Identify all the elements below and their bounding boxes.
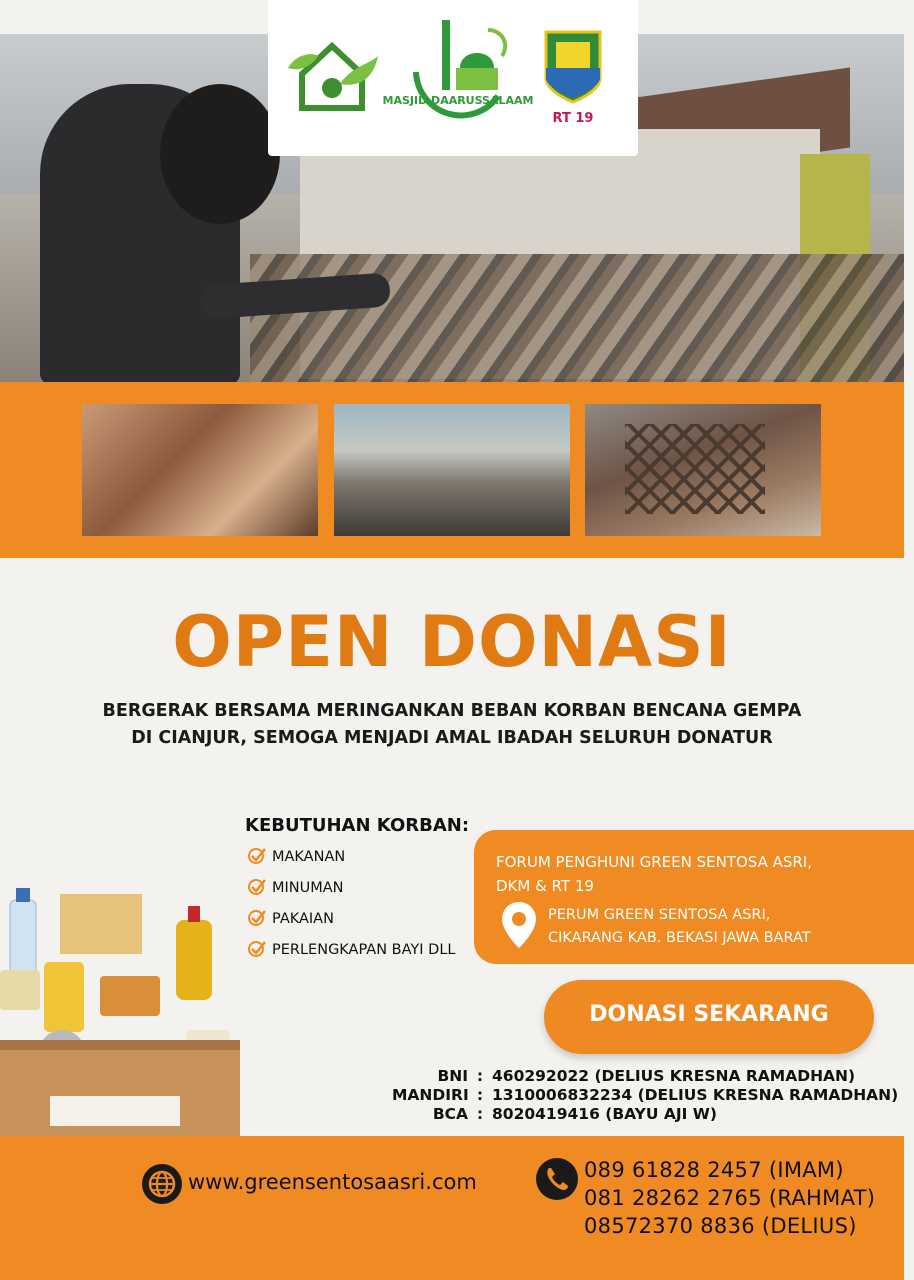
- bank-row: MANDIRI : 1310006832234 (DELIUS KRESNA RAMADHAN): [392, 1086, 899, 1104]
- phone-icon: [536, 1158, 578, 1200]
- forum-logo: [282, 26, 382, 122]
- need-item: [248, 877, 344, 899]
- page-title: OPEN DONASI: [172, 601, 732, 683]
- organizer-card: [474, 830, 914, 964]
- masjid-logo: [382, 12, 534, 132]
- bank-row: BCA : 8020419416 (BAYU AJI W): [392, 1104, 717, 1125]
- footer: [0, 1136, 904, 1280]
- check-icon: [248, 939, 266, 957]
- need-item: [248, 908, 334, 930]
- need-item: [248, 939, 455, 961]
- masjid-logo-text: MASJID DAARUSSALAAM: [382, 94, 534, 107]
- check-icon: [248, 846, 266, 864]
- bank-name: BNI: [437, 1067, 468, 1085]
- website-link[interactable]: www.greensentosaasri.com: [188, 1170, 477, 1194]
- address-line: PERUM GREEN SENTOSA ASRI,: [548, 907, 771, 923]
- logos-card: [268, 0, 638, 156]
- need-item: [248, 846, 345, 868]
- phone-number[interactable]: 081 28262 2765 (RAHMAT): [584, 1186, 876, 1210]
- bank-detail: 1310006832234 (DELIUS KRESNA RAMADHAN): [492, 1086, 899, 1104]
- check-icon: [248, 908, 266, 926]
- bank-row: BNI : 460292022 (DELIUS KRESNA RAMADHAN): [392, 1066, 855, 1087]
- donate-button[interactable]: DONASI SEKARANG: [544, 980, 874, 1054]
- photo-children-hands: [82, 404, 318, 536]
- organizer-line: FORUM PENGHUNI GREEN SENTOSA ASRI,: [496, 853, 812, 871]
- bank-detail: 8020419416 (BAYU AJI W): [492, 1105, 717, 1123]
- rt-logo: [536, 28, 610, 128]
- bank-name: MANDIRI: [392, 1086, 469, 1104]
- subtitle: BERGERAK BERSAMA MERINGANKAN BEBAN KORBAN BENCANA GEMPA DI CIANJUR, SEMOGA MENJADI AMAL IBADAH SELURUH DONATUR: [102, 701, 802, 748]
- bank-name: BCA: [432, 1105, 468, 1123]
- address: [548, 904, 848, 950]
- photo-damaged-house: [585, 404, 821, 536]
- needs-heading: KEBUTUHAN KORBAN:: [245, 815, 470, 836]
- need-label: PAKAIAN: [272, 911, 334, 927]
- organizer-name: [496, 850, 826, 898]
- photo-collapsed-building: [334, 404, 570, 536]
- need-label: MINUMAN: [272, 880, 344, 896]
- photo-band: [0, 382, 904, 558]
- bank-detail: 460292022 (DELIUS KRESNA RAMADHAN): [492, 1067, 856, 1085]
- phone-number[interactable]: 089 61828 2457 (IMAM): [584, 1158, 844, 1182]
- location-pin-icon: [502, 902, 536, 948]
- need-label: MAKANAN: [272, 849, 346, 865]
- need-label: PERLENGKAPAN BAYI DLL: [272, 942, 456, 958]
- address-line: CIKARANG KAB. BEKASI JAWA BARAT: [548, 930, 811, 946]
- grocery-box-image: [0, 880, 240, 1136]
- phone-number[interactable]: 08572370 8836 (DELIUS): [584, 1214, 857, 1238]
- organizer-line: DKM & RT 19: [496, 877, 594, 895]
- check-icon: [248, 877, 266, 895]
- rt-logo-text: RT 19: [552, 111, 594, 126]
- globe-icon: [142, 1164, 182, 1204]
